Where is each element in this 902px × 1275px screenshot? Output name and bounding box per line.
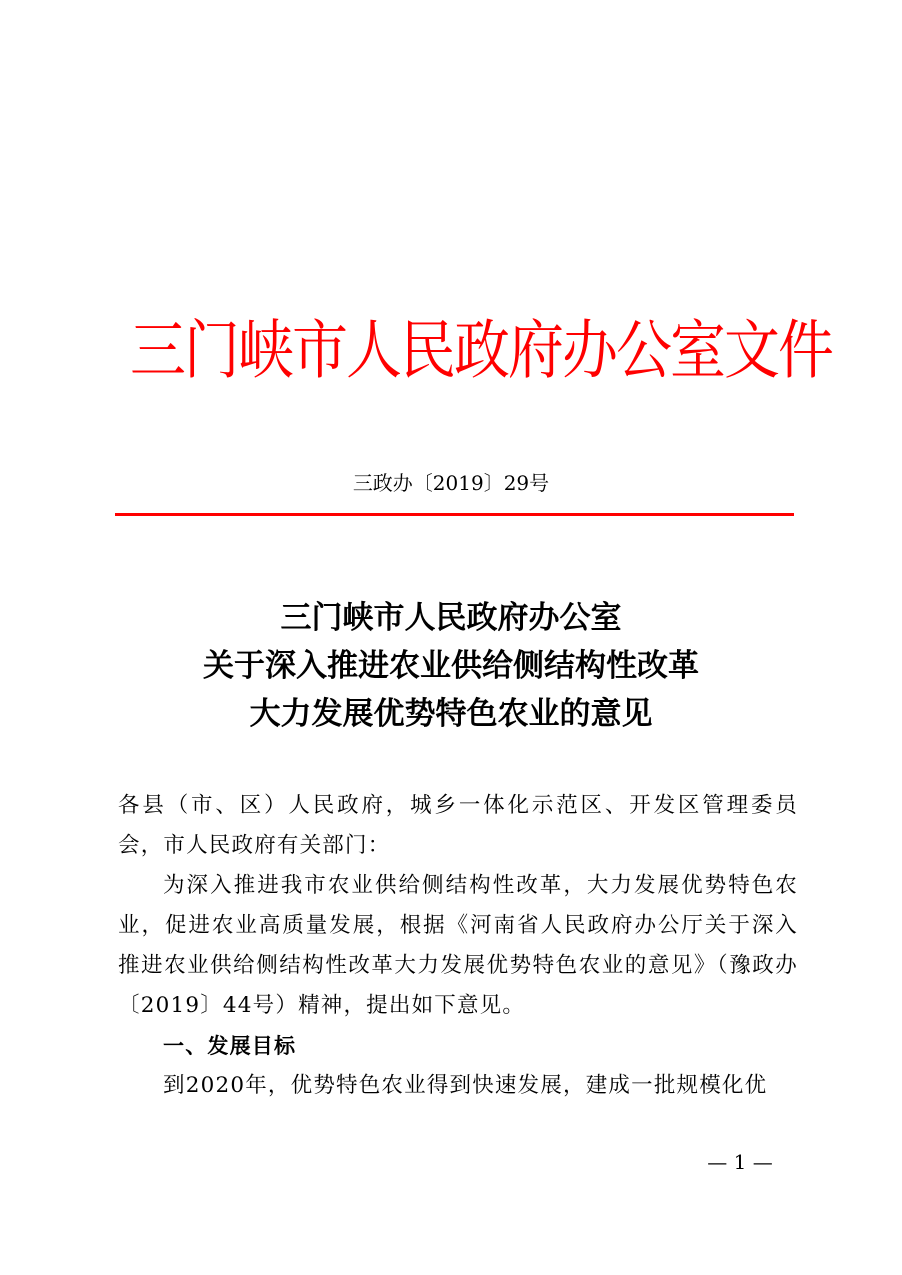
red-separator-line: [115, 513, 794, 516]
document-number: 三政办〔2019〕29号: [352, 471, 550, 495]
page-number: — 1 —: [707, 1150, 773, 1174]
issuer-red-header: 三门峡市人民政府办公室文件: [130, 313, 832, 389]
section-heading: 一、发展目标: [163, 1034, 297, 1058]
intro-paragraph: 为深入推进我市农业供给侧结构性改革，大力发展优势特色农业，促进农业高质量发展，根据《河南省人民政府办公厅关于深入推进农业供给侧结构性改革大力发展优势特色农业的意见》（豫政办〔2019〕44号）精神，提出如下意见。: [118, 873, 798, 1018]
salutation: 各县（市、区）人民政府，城乡一体化示范区、开发区管理委员会，市人民政府有关部门：: [118, 793, 798, 858]
title-line-3: 大力发展优势特色农业的意见: [249, 696, 653, 732]
section-paragraph: 到2020年，优势特色农业得到快速发展，建成一批规模化优: [163, 1073, 768, 1098]
document-title: [0, 594, 902, 738]
document-body: [118, 786, 798, 1106]
title-line-1: 三门峡市人民政府办公室: [280, 600, 622, 636]
title-line-2: 关于深入推进农业供给侧结构性改革: [203, 648, 699, 684]
